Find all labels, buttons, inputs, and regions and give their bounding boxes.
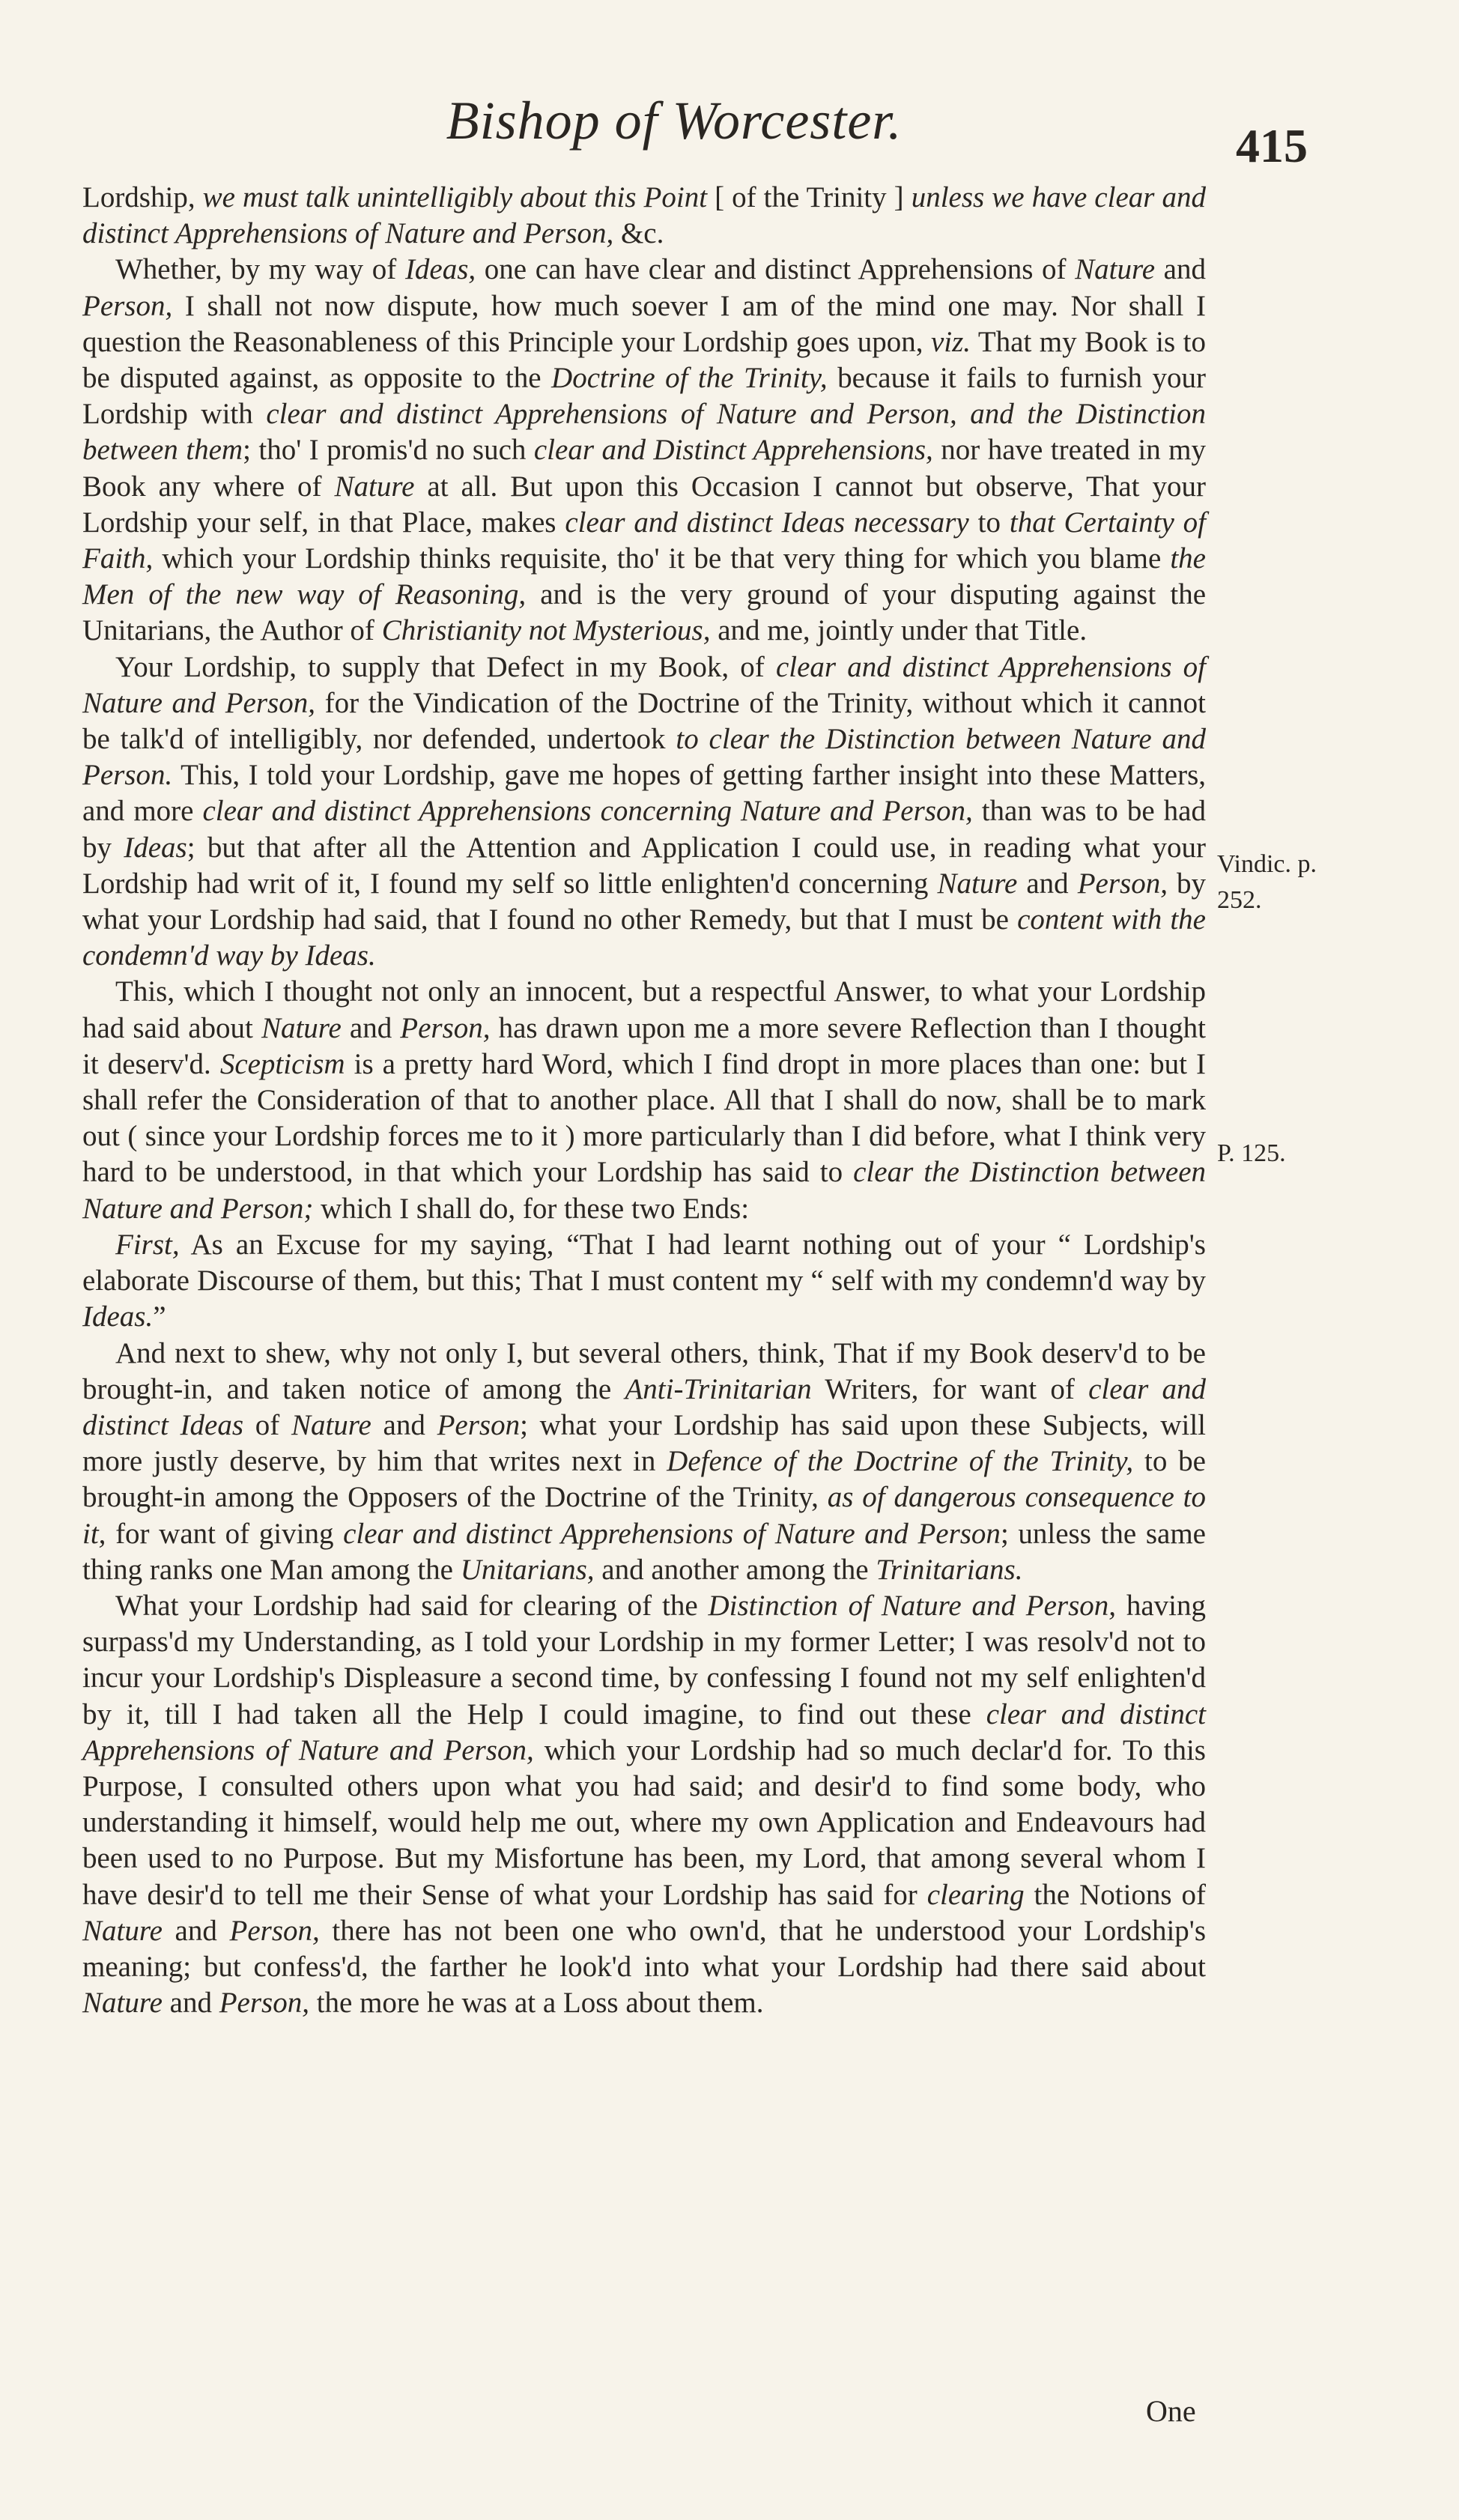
running-title: Bishop of Worcester.	[446, 91, 903, 151]
italic-text: Nature	[937, 867, 1018, 900]
italic-text: Trinitarians.	[876, 1553, 1023, 1586]
italic-text: Nature	[82, 1914, 163, 1947]
paragraph-part: Your Lordship, to supply that Defect in my Book, of clear and distinct Apprehensions of Nature and Person, for the Vindication of the Doctrine of the Trinity, without which it cannot be talk'd of intelligibly, nor defended, undertook to clear the Distinction between Nature and Person.	[82, 650, 1207, 792]
paragraph: What your Lordship had said for clearing of the Distinction of Nature and Person, having surpass'd my Understanding, as I told your Lordship in my former Letter; I was resolv'd not to incur your Lordship's Displeasure a second time, by confessing I found not my self enlighten'd by it, till I had taken all the Help I could imagine, to find out these clear and distinct Apprehensions of Nature and Person, which your Lordship had so much declar'd for. To this Purpose, I consulted others upon what you had said; and desir'd to find some body, who understanding it himself, would help me out, where my own Application and Endeavours had been used to no Purpose. But my Misfortune has been, my Lord, that among several whom I have desir'd to tell me their Sense of what your Lordship has said for clearing the Notions of Nature and Person, there has not been one who own'd, that he understood your Lordship's meaning; but confess'd, the farther he look'd into what your Lordship had there said about Nature and Person, the more he was at a Loss about them.	[82, 1589, 1207, 2020]
catchword: One	[1146, 2394, 1196, 2428]
italic-text: clear and distinct Ideas necessary	[565, 506, 969, 539]
italic-text: Ideas,	[404, 253, 476, 286]
italic-text: clear and distinct Apprehensions of Nature and Person, and the Distinction between them	[82, 398, 1206, 467]
quoted-paragraph: First, As an Excuse for my saying, “That I had learnt nothing out of your “ Lordship's elaborate Discourse of them, but this; That I must content my “ self with my condemn'd way by Ideas.”	[82, 1228, 1206, 1333]
italic-text: clear and Distinct Apprehensions,	[533, 434, 933, 467]
paragraph: Whether, by my way of Ideas, one can have clear and distinct Apprehensions of Nature and Person, I shall not now dispute, how much soever I am of the mind one may. Nor shall I question the Reasonableness of this Principle your Lordship goes upon, viz. That my Book is to be disputed against, as opposite to the Doctrine of the Trinity, because it fails to furnish your Lordship with clear and distinct Apprehensions of Nature and Person, and the Distinction between them; tho' I promis'd no such clear and Distinct Apprehensions, nor have treated in my Book any where of Nature at all. But upon this Occasion I cannot but observe, That your Lordship your self, in that Place, makes clear and distinct Ideas necessary to that Certainty of Faith, which your Lordship thinks requisite, tho' it be that very thing for which you blame the Men of the new way of Reasoning, and is the very ground of your disputing against the Unitarians, the Author of Christianity not Mysterious, and me, jointly under that Title.	[82, 253, 1207, 647]
italic-text: content with the condemn'd way by Ideas.	[82, 903, 1206, 972]
italic-text: Defence of the Doctrine of the Trinity,	[667, 1445, 1134, 1478]
page-header	[0, 0, 1459, 180]
italic-text: to clear the Distinction between Nature and Person.	[82, 723, 1207, 792]
italic-text: as of dangerous consequence to it,	[82, 1481, 1207, 1550]
paragraph: Lordship, we must talk unintelligibly about this Point [ of the Trinity ] unless we have clear and distinct Apprehensions of Nature and Person, &c.	[82, 181, 1206, 250]
paragraph: This, which I thought not only an innocent, but a respectful Answer, to what your Lordship had said about Nature and Person, has drawn upon me a more severe Reflection than I thought it deserv'd. Scepticism is a pretty hard Word, which I find dropt in more places than one: but I shall refer the Consideration of that to another place. All that I shall do now, shall be to mark out ( since your Lordship forces me to it ) more particularly than I did before, what I think very hard to be understood, in that which your Lordship has said to clear the Distinction between Nature and Person; which I shall do, for these two Ends:	[82, 975, 1207, 1225]
body-text	[82, 180, 1206, 2021]
italic-text: Nature	[261, 1011, 342, 1044]
italic-text: that Certainty of Faith,	[82, 506, 1207, 575]
italic-text: Ideas	[124, 831, 187, 864]
italic-text: Person,	[400, 1011, 491, 1044]
paragraph: And next to shew, why not only I, but several others, think, That if my Book deserv'd to be brought-in, and taken notice of among the Anti-Trinitarian Writers, for want of clear and distinct Ideas of Nature and Person; what your Lordship has said upon these Subjects, will more justly deserve, by him that writes next in Defence of the Doctrine of the Trinity, to be brought-in among the Opposers of the Doctrine of the Trinity, as of dangerous consequence to it, for want of giving clear and distinct Apprehensions of Nature and Person; unless the same thing ranks one Man among the Unitarians, and another among the Trinitarians.	[82, 1336, 1207, 1586]
italic-text: clear and distinct Apprehensions of Nature and Person	[343, 1517, 1001, 1550]
italic-text: we must talk unintelligibly about this Point	[202, 181, 708, 213]
italic-text: Person,	[1077, 867, 1168, 900]
italic-text: Nature	[82, 1987, 163, 2020]
margin-note-line: P. 125.	[1217, 1139, 1286, 1167]
margin-note-line: 252.	[1217, 886, 1262, 914]
italic-text: the Men of the new way of Reasoning,	[82, 542, 1206, 611]
italic-text: Person,	[219, 1987, 309, 2020]
italic-text: Christianity not Mysterious,	[381, 614, 711, 647]
italic-text: Nature	[291, 1408, 371, 1441]
italic-text: clear and distinct Apprehensions concerning Nature and Person,	[202, 795, 973, 828]
paragraph	[82, 649, 1206, 975]
italic-text: Person,	[82, 289, 173, 322]
italic-text: Doctrine of the Trinity,	[551, 362, 828, 395]
italic-text: First,	[115, 1228, 180, 1261]
paragraph-part: This, I told your Lordship, gave me hopes of getting farther insight into these Matters, and more clear and distinct Apprehensions concerning Nature and Person, than was to be had by Ideas; but that after all the Attention and Application I could use, in reading what your Lordship had writ of it, I found my self so little enlighten'd concerning Nature and Person, by what your Lordship had said, that I found no other Remedy, but that I must be content with the condemn'd way by Ideas.	[82, 759, 1206, 972]
italic-text: Unitarians,	[460, 1553, 595, 1586]
italic-text: Scepticism	[219, 1047, 345, 1080]
italic-text: Person	[437, 1408, 521, 1441]
margin-note-line: Vindic. p.	[1217, 850, 1317, 878]
italic-text: Ideas.	[82, 1300, 154, 1333]
italic-text: Anti-Trinitarian	[625, 1372, 812, 1405]
italic-text: clear and distinct Ideas	[82, 1372, 1207, 1441]
italic-text: clear the Distinction between Nature and Person;	[82, 1156, 1206, 1225]
italic-text: clear and distinct Apprehensions of Nature and Person,	[82, 1697, 1206, 1766]
italic-text: Person,	[229, 1914, 320, 1947]
page-number: 415	[1236, 119, 1308, 172]
italic-text: clearing	[926, 1878, 1025, 1911]
margin-note	[1217, 1136, 1286, 1172]
italic-text: unless we have clear and distinct Apprehensions of Nature and Person,	[82, 181, 1206, 250]
italic-text: Nature	[1075, 253, 1156, 286]
italic-text: viz.	[930, 325, 971, 358]
italic-text: Distinction of Nature and Person,	[708, 1589, 1117, 1622]
margin-note	[1217, 846, 1317, 918]
italic-text: clear and distinct Apprehensions of Nature and Person,	[82, 650, 1206, 719]
italic-text: Nature	[334, 470, 415, 503]
